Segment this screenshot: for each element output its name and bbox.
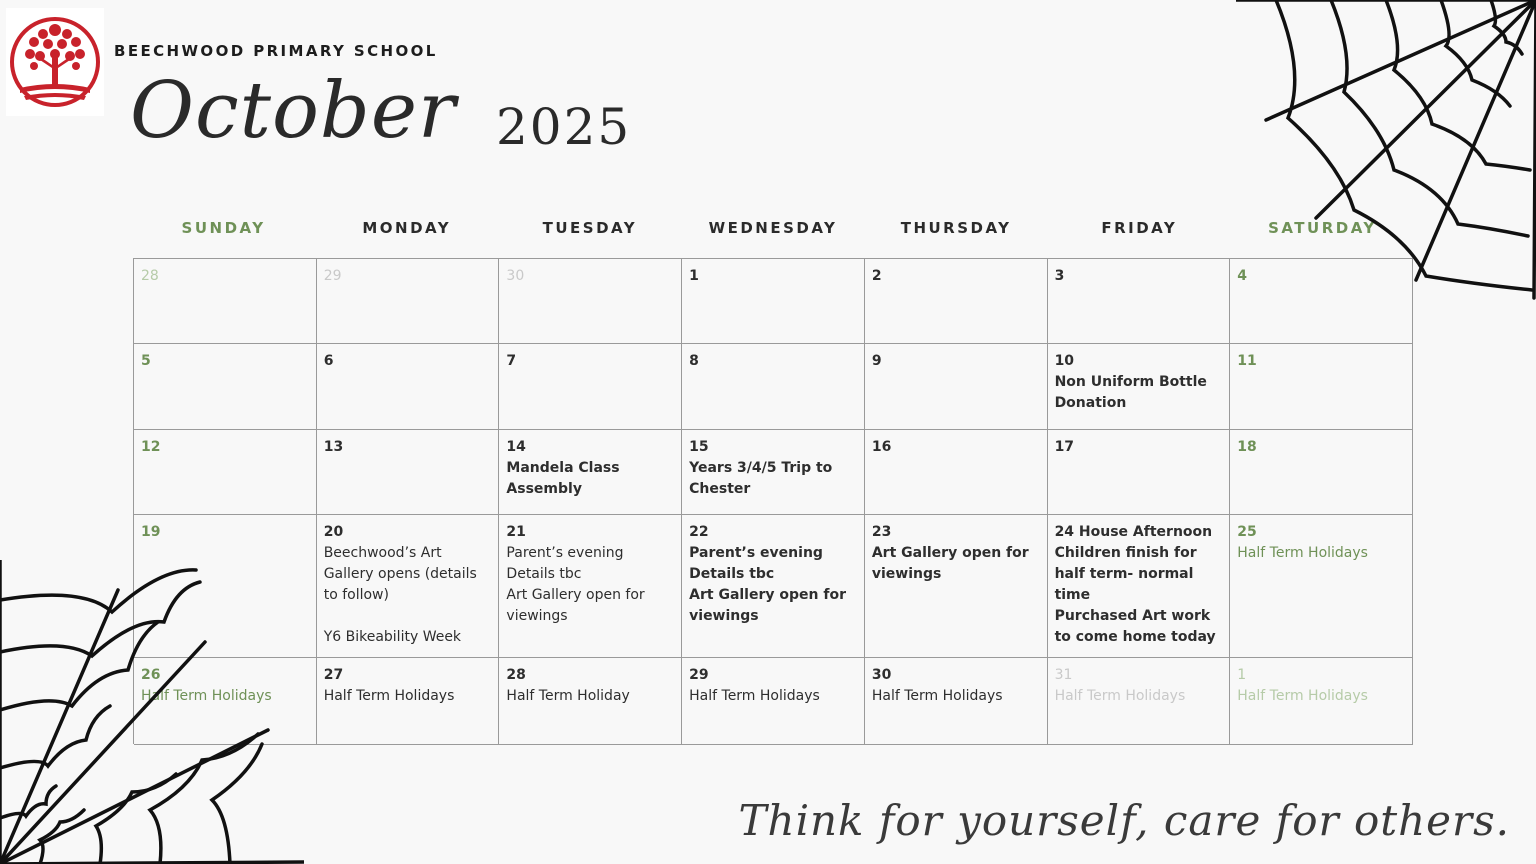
calendar-day-cell (499, 259, 682, 344)
weekday-wednesday: WEDNESDAY (708, 219, 838, 237)
day-number: 22 (689, 524, 709, 540)
event-text: Half Term Holidays (871, 688, 1003, 704)
event-text: Half Term Holidays (1054, 688, 1186, 704)
day-number: 18 (1237, 439, 1257, 455)
school-logo (6, 8, 104, 116)
event-text: Art Gallery open for viewings (871, 545, 1029, 582)
spider-web-icon (1236, 0, 1536, 300)
weekday-header (132, 219, 1414, 243)
day-number: 20 (323, 524, 344, 540)
calendar-day-cell (682, 259, 865, 344)
calendar-day-cell (682, 515, 865, 658)
day-number: 30 (506, 268, 525, 284)
calendar-day-cell (499, 658, 682, 745)
calendar-day-cell (134, 259, 317, 344)
weekday-monday: MONDAY (362, 219, 452, 237)
calendar-day-cell (682, 658, 865, 745)
weekday-sunday: SUNDAY (181, 219, 266, 237)
school-name: BEECHWOOD PRIMARY SCHOOL (114, 42, 438, 60)
calendar-day-cell (1048, 344, 1231, 430)
calendar-day-cell (134, 344, 317, 430)
day-number: 1 (1237, 667, 1247, 683)
calendar-day-cell (1048, 259, 1231, 344)
day-number: 10 (1054, 353, 1075, 369)
weekday-thursday: THURSDAY (900, 219, 1012, 237)
day-number: 1 (689, 268, 699, 284)
event-text: Mandela Class Assembly (506, 460, 620, 497)
event-text: Purchased Art work to come home today (1054, 608, 1216, 645)
calendar-day-cell (865, 658, 1048, 745)
spider-web-icon (0, 560, 304, 864)
day-number: 11 (1237, 353, 1257, 369)
event-text: Half Term Holidays (1237, 545, 1368, 561)
day-number: 19 (141, 524, 161, 540)
day-number: 31 (1054, 667, 1073, 683)
day-number: 29 (689, 667, 709, 683)
day-number: 15 (689, 439, 709, 455)
event-text: Years 3/4/5 Trip to Chester (689, 460, 833, 497)
day-number: 23 (871, 524, 892, 540)
weekday-saturday: SATURDAY (1268, 219, 1377, 237)
calendar-day-cell (1230, 515, 1413, 658)
event-text: Parent’s evening Details tbc (506, 545, 624, 582)
calendar-day-cell (317, 344, 500, 430)
month-title: October (130, 66, 457, 156)
day-number: 21 (506, 524, 526, 540)
day-number: 29 (323, 268, 342, 284)
year-title: 2025 (496, 98, 632, 156)
day-number: 13 (323, 439, 344, 455)
calendar-day-cell (1048, 430, 1231, 515)
calendar-day-cell (499, 344, 682, 430)
day-number: 25 (1237, 524, 1257, 540)
day-number: 28 (506, 667, 526, 683)
calendar-day-cell (865, 430, 1048, 515)
calendar-day-cell (865, 344, 1048, 430)
calendar-day-cell (1048, 515, 1231, 658)
day-number: 8 (689, 353, 699, 369)
event-text: Y6 Bikeability Week (323, 629, 462, 645)
day-number: 4 (1237, 268, 1248, 284)
calendar-day-cell (1230, 344, 1413, 430)
day-number: 2 (871, 268, 882, 284)
day-number: 24 House Afternoon (1054, 524, 1213, 540)
event-text: Art Gallery open for viewings (506, 587, 645, 624)
calendar-grid (133, 258, 1413, 744)
day-number: 7 (506, 353, 517, 369)
calendar-day-cell (317, 658, 500, 745)
event-text: Half Term Holidays (323, 688, 455, 704)
weekday-tuesday: TUESDAY (542, 219, 638, 237)
day-number: 30 (871, 667, 892, 683)
school-motto: Think for yourself, care for others. (738, 796, 1510, 845)
day-number: 17 (1054, 439, 1075, 455)
event-text: Half Term Holidays (689, 688, 820, 704)
day-number: 27 (323, 667, 344, 683)
calendar-day-cell (1230, 430, 1413, 515)
event-text: Non Uniform Bottle Donation (1054, 374, 1207, 411)
event-text: Art Gallery open for viewings (689, 587, 846, 624)
calendar-day-cell (499, 515, 682, 658)
event-text: Half Term Holidays (1237, 688, 1368, 704)
event-text: Children finish for half term- normal time (1054, 545, 1197, 603)
day-number: 5 (141, 353, 151, 369)
calendar-day-cell (317, 430, 500, 515)
calendar-day-cell (865, 259, 1048, 344)
event-text: Beechwood’s Art Gallery opens (details to follow) (323, 545, 477, 603)
day-number: 12 (141, 439, 161, 455)
event-text: Half Term Holidays (141, 688, 272, 704)
calendar-day-cell (865, 515, 1048, 658)
day-number: 3 (1054, 268, 1065, 284)
day-number: 6 (323, 353, 334, 369)
day-number: 26 (141, 667, 161, 683)
event-text: Parent’s evening Details tbc (689, 545, 823, 582)
calendar-day-cell (134, 430, 317, 515)
calendar-day-cell (682, 344, 865, 430)
calendar-day-cell (1230, 658, 1413, 745)
calendar-day-cell (682, 430, 865, 515)
day-number: 16 (871, 439, 892, 455)
calendar-day-cell (317, 515, 500, 658)
calendar-day-cell (317, 259, 500, 344)
weekday-friday: FRIDAY (1101, 219, 1178, 237)
day-number: 28 (141, 268, 159, 284)
tree-logo-icon (10, 14, 100, 110)
calendar-day-cell (1048, 658, 1231, 745)
calendar-day-cell (499, 430, 682, 515)
day-number: 9 (871, 353, 882, 369)
day-number: 14 (506, 439, 526, 455)
event-text: Half Term Holiday (506, 688, 630, 704)
